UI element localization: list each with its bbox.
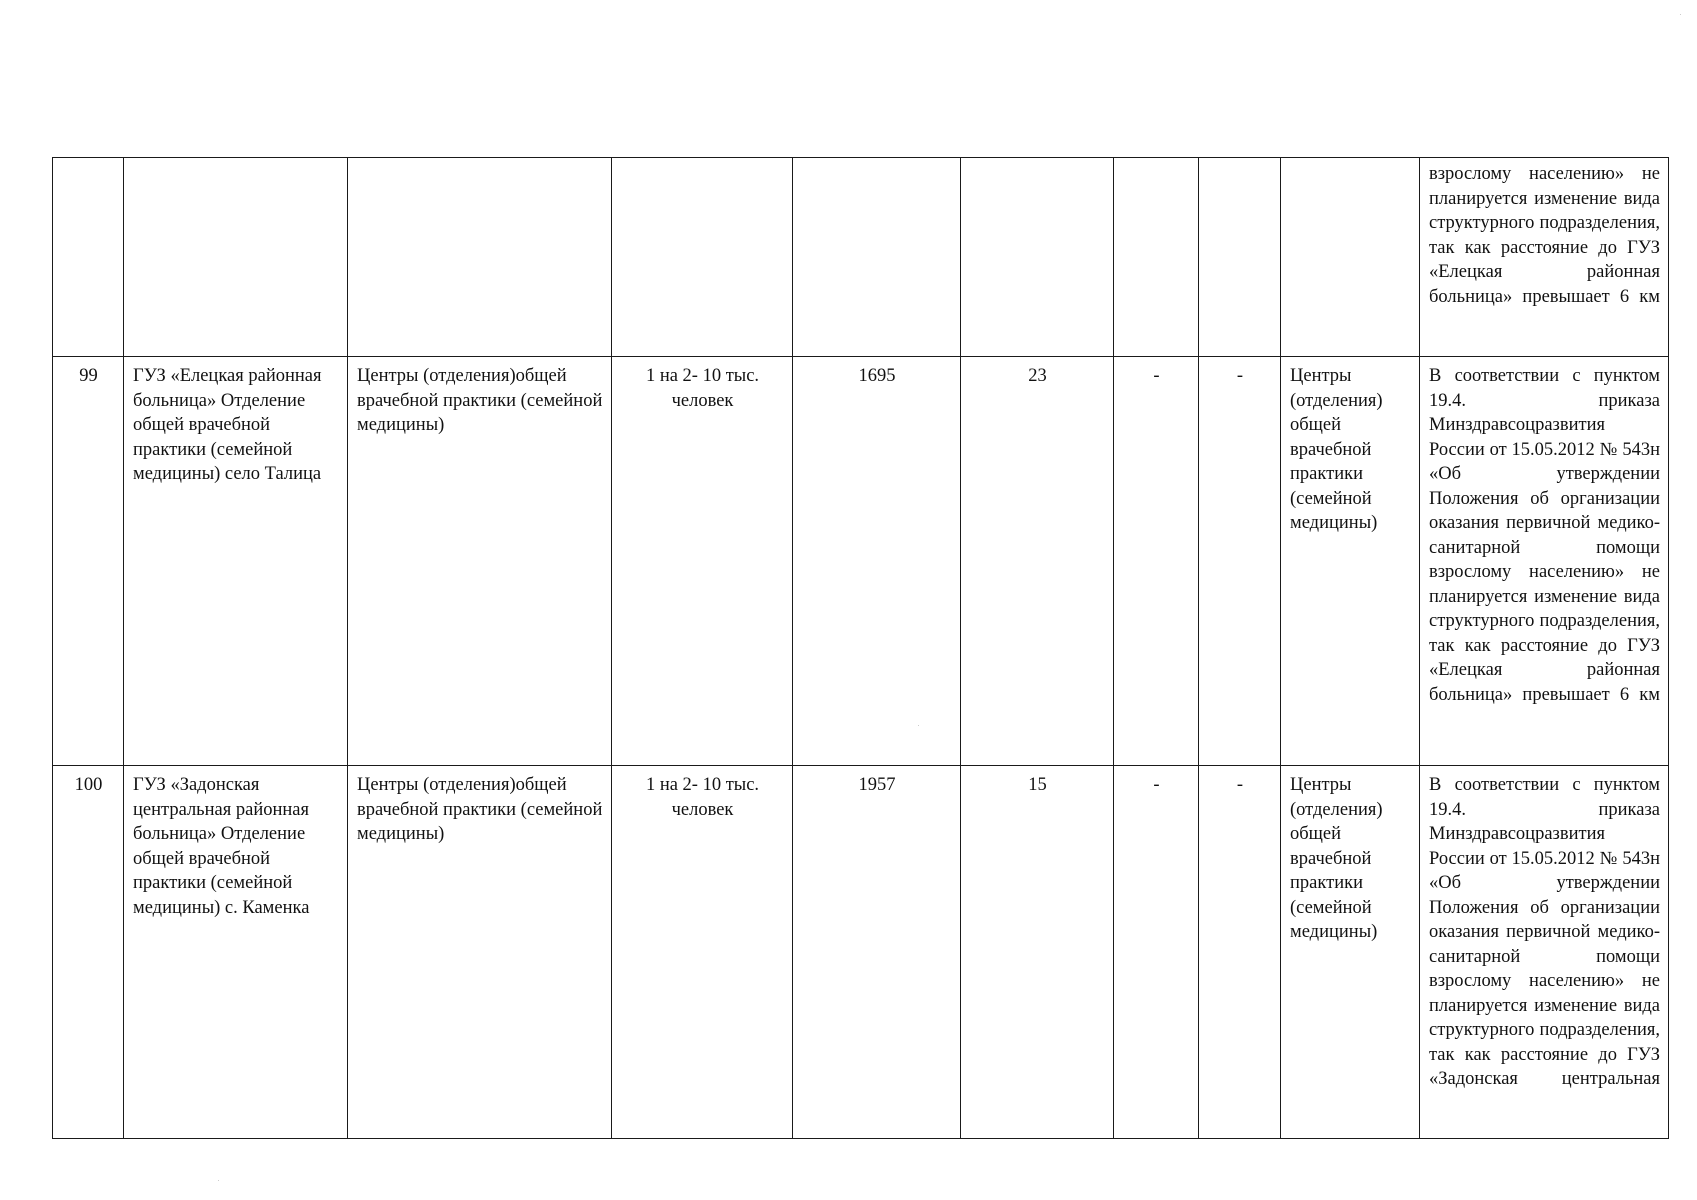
cell-population: 1957 <box>793 766 961 1139</box>
cell-distance <box>961 158 1114 357</box>
cell-norm: 1 на 2- 10 тыс. человек <box>612 766 793 1139</box>
cell-institution <box>124 158 348 357</box>
scan-speck <box>1680 14 1681 15</box>
cell-col8: - <box>1199 766 1281 1139</box>
cell-num <box>53 158 124 357</box>
cell-col7: - <box>1114 357 1199 766</box>
cell-type <box>348 158 612 357</box>
cell-note <box>1420 766 1669 1139</box>
cell-planned-type: Центры (отделения) общей врачебной практики (семейной медицины) <box>1281 766 1420 1139</box>
cell-planned-type <box>1281 158 1420 357</box>
cell-type: Центры (отделения)общей врачебной практики (семейной медицины) <box>348 357 612 766</box>
cell-col7: - <box>1114 766 1199 1139</box>
scan-speck <box>918 725 919 726</box>
cell-num: 99 <box>53 357 124 766</box>
cell-distance: 23 <box>961 357 1114 766</box>
cell-type: Центры (отделения)общей врачебной практики (семейной медицины) <box>348 766 612 1139</box>
cell-col7 <box>1114 158 1199 357</box>
cell-institution: ГУЗ «Елецкая районная больница» Отделение общей врачебной практики (семейной медицины) село Талица <box>124 357 348 766</box>
scan-speck <box>218 1180 219 1181</box>
note-text: взрослому населению» не планируется изменение вида структурного подразделения, так как расстояние до ГУЗ «Елецкая районная больница» превышает 6 км <box>1429 164 1660 307</box>
cell-planned-type: Центры (отделения) общей врачебной практики (семейной медицины) <box>1281 357 1420 766</box>
note-text: В соответствии с пунктом 19.4. приказа Минздравсоцразвития России от 15.05.2012 № 543н «Об утверждении Положения об организации оказания первичной медико-санитарной помощи взрослому населению» не планируется изменение вида структурного подразделения, так как расстояние до ГУЗ «Задонская центральная <box>1429 775 1660 1089</box>
cell-col8 <box>1199 158 1281 357</box>
cell-note <box>1420 158 1669 357</box>
cell-institution: ГУЗ «Задонская центральная районная больница» Отделение общей врачебной практики (семейной медицины) с. Каменка <box>124 766 348 1139</box>
cell-population <box>793 158 961 357</box>
table-row <box>53 766 1669 1139</box>
cell-norm <box>612 158 793 357</box>
cell-num: 100 <box>53 766 124 1139</box>
cell-distance: 15 <box>961 766 1114 1139</box>
cell-population: 1695 <box>793 357 961 766</box>
table-row <box>53 357 1669 766</box>
note-text: В соответствии с пунктом 19.4. приказа Минздравсоцразвития России от 15.05.2012 № 543н «Об утверждении Положения об организации оказания первичной медико-санитарной помощи взрослому населению» не планируется изменение вида структурного подразделения, так как расстояние до ГУЗ «Елецкая районная больница» превышает 6 км <box>1429 366 1660 705</box>
cell-col8: - <box>1199 357 1281 766</box>
cell-note <box>1420 357 1669 766</box>
cell-norm: 1 на 2- 10 тыс. человек <box>612 357 793 766</box>
facilities-table <box>52 157 1669 1139</box>
table-row-continuation <box>53 158 1669 357</box>
